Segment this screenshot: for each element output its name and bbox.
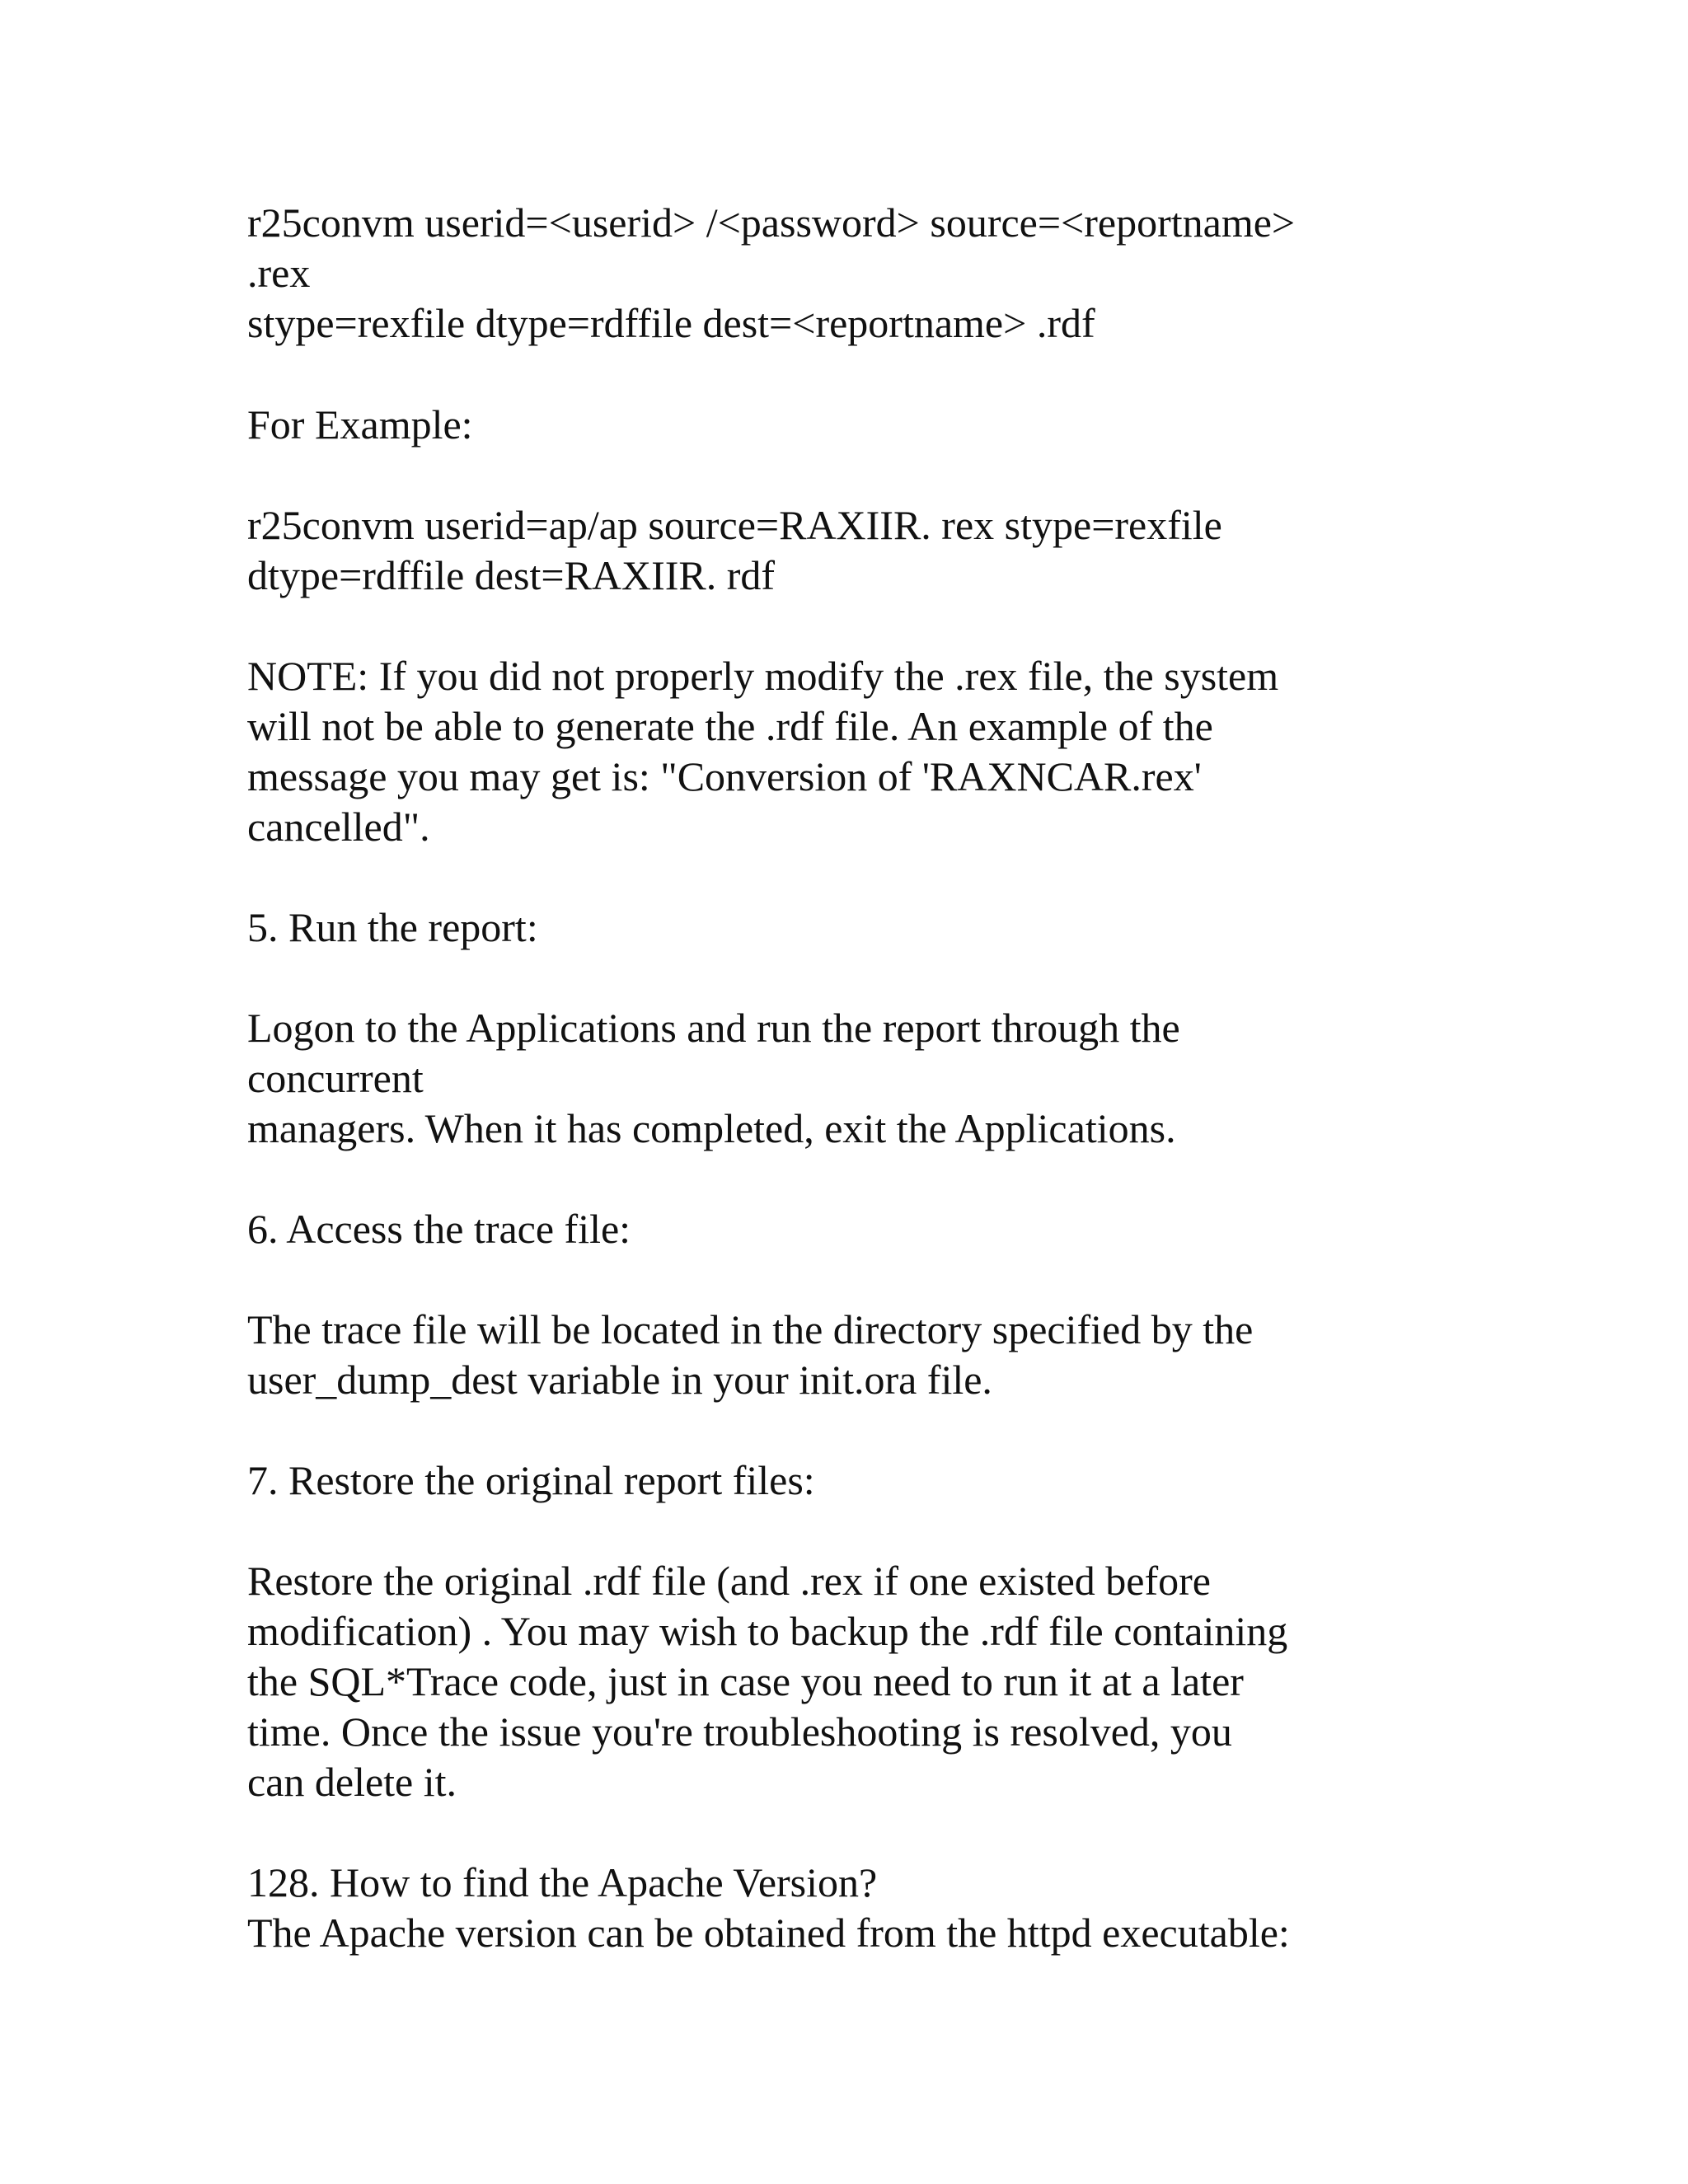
step-6-body-line-1: The trace file will be located in the directory specified by the xyxy=(247,1306,1254,1352)
step-7-body-line-3: the SQL*Trace code, just in case you need to run it at a later xyxy=(247,1658,1244,1704)
command-syntax-line-1: r25convm userid=<userid> /<password> source=<reportname> xyxy=(247,199,1296,246)
step-5-body-line-2: concurrent xyxy=(247,1055,424,1101)
step-7-heading: 7. Restore the original report files: xyxy=(247,1457,815,1503)
note-line-2: will not be able to generate the .rdf file. An example of the xyxy=(247,703,1213,749)
question-128-body-line-1: The Apache version can be obtained from the httpd executable: xyxy=(247,1910,1290,1956)
step-6-heading: 6. Access the trace file: xyxy=(247,1206,631,1252)
command-syntax-line-2: .rex xyxy=(247,250,311,296)
command-syntax-line-3: stype=rexfile dtype=rdffile dest=<reportname> .rdf xyxy=(247,300,1095,346)
note-line-1: NOTE: If you did not properly modify the .rex file, the system xyxy=(247,653,1279,699)
step-6-body-line-2: user_dump_dest variable in your init.ora file. xyxy=(247,1357,992,1403)
note-line-3: message you may get is: "Conversion of 'RAXNCAR.rex' xyxy=(247,753,1202,799)
step-7-body-line-4: time. Once the issue you're troubleshooting is resolved, you xyxy=(247,1708,1232,1755)
step-5-body-line-3: managers. When it has completed, exit the Applications. xyxy=(247,1105,1176,1151)
example-command-line-1: r25convm userid=ap/ap source=RAXIIR. rex stype=rexfile xyxy=(247,502,1222,548)
example-heading: For Example: xyxy=(247,401,473,448)
step-7-body-line-1: Restore the original .rdf file (and .rex if one existed before xyxy=(247,1558,1211,1604)
step-7-body-line-2: modification) . You may wish to backup the .rdf file containing xyxy=(247,1608,1288,1654)
note-line-4: cancelled". xyxy=(247,804,430,850)
step-7-body-line-5: can delete it. xyxy=(247,1759,457,1805)
example-command-line-2: dtype=rdffile dest=RAXIIR. rdf xyxy=(247,552,776,598)
question-128-heading: 128. How to find the Apache Version? xyxy=(247,1859,878,1905)
step-5-body-line-1: Logon to the Applications and run the report through the xyxy=(247,1005,1180,1051)
step-5-heading: 5. Run the report: xyxy=(247,904,538,950)
